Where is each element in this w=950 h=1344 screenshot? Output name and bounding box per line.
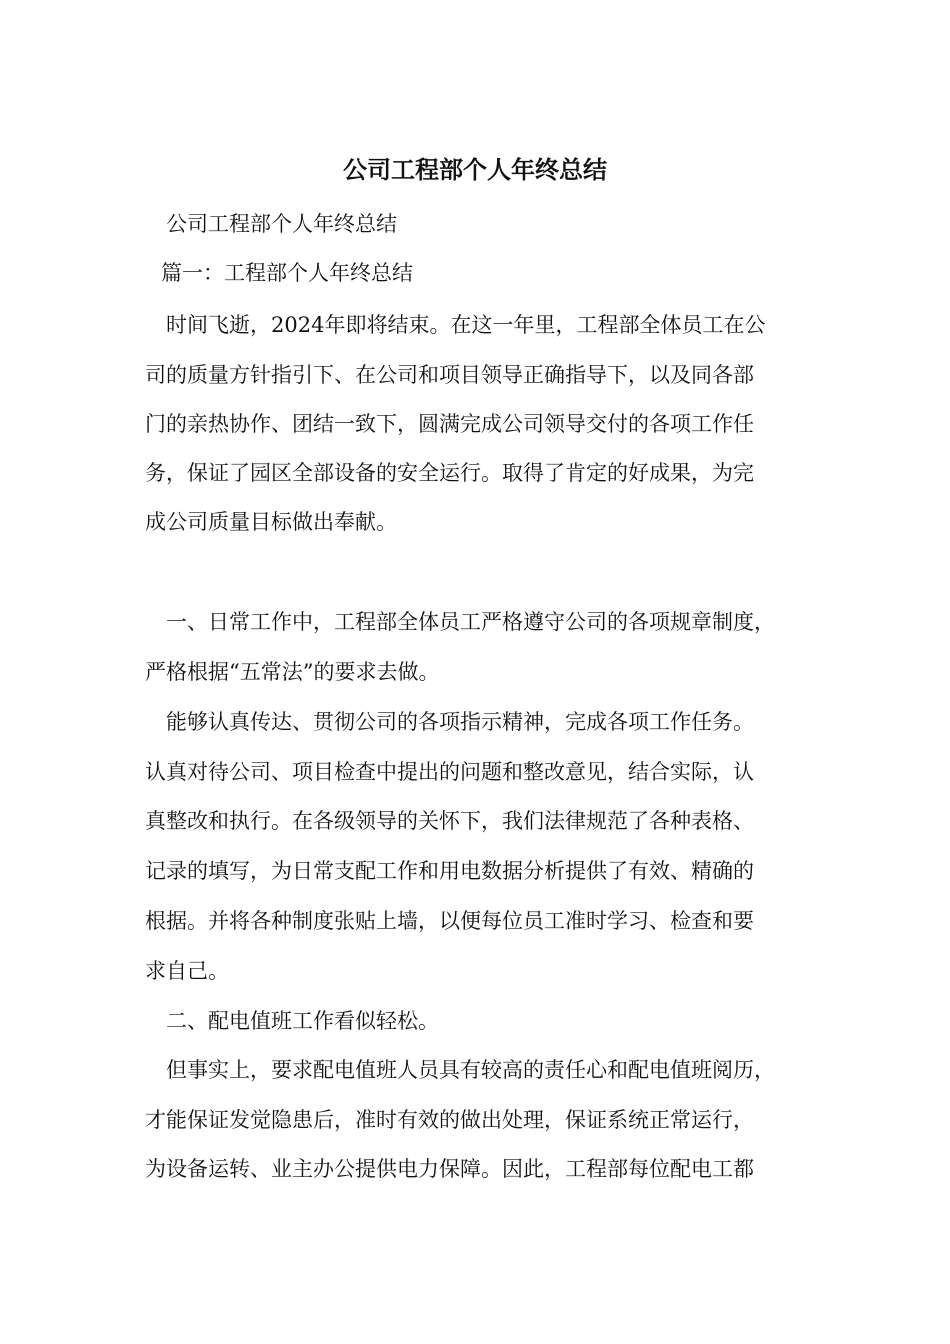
document-title: 公司工程部个人年终总结 xyxy=(343,155,607,184)
paragraph-line: 但事实上，要求配电值班人员具有较高的责任心和配电值班阅历， xyxy=(166,1058,775,1082)
paragraph-line: 为设备运转、业主办公提供电力保障。因此，工程部每位配电工都 xyxy=(145,1157,754,1181)
paragraph-line: 一、日常工作中，工程部全体员工严格遵守公司的各项规章制度， xyxy=(166,610,775,634)
paragraph-line: 根据。并将各种制度张贴上墙，以便每位员工准时学习、检查和要 xyxy=(145,909,754,933)
paragraph-line: 成公司质量目标做出奉献。 xyxy=(145,510,397,534)
paragraph-line: 能够认真传达、贯彻公司的各项指示精神，完成各项工作任务。 xyxy=(166,710,754,734)
paragraph-line: 严格根据“五常法”的要求去做。 xyxy=(145,660,440,684)
paragraph-line: 司的质量方针指引下、在公司和项目领导正确指导下，以及同各部 xyxy=(145,363,754,387)
paragraph-line: 求自己。 xyxy=(145,959,229,983)
paragraph-line: 时间飞逝，2024年即将结束。在这一年里，工程部全体员工在公 xyxy=(166,313,766,337)
paragraph-line: 二、配电值班工作看似轻松。 xyxy=(166,1009,439,1033)
document-subtitle: 公司工程部个人年终总结 xyxy=(166,212,397,236)
paragraph-line: 才能保证发觉隐患后，准时有效的做出处理，保证系统正常运行， xyxy=(145,1108,754,1132)
paragraph-line: 真整改和执行。在各级领导的关怀下，我们法律规范了各种表格、 xyxy=(145,809,754,833)
paragraph-line: 记录的填写，为日常支配工作和用电数据分析提供了有效、精确的 xyxy=(145,859,754,883)
paragraph-line: 门的亲热协作、团结一致下，圆满完成公司领导交付的各项工作任 xyxy=(145,412,754,436)
paragraph-line: 认真对待公司、项目检查中提出的问题和整改意见，结合实际，认 xyxy=(145,760,754,784)
section-label: 篇一：工程部个人年终总结 xyxy=(161,261,413,285)
paragraph-line: 务，保证了园区全部设备的安全运行。取得了肯定的好成果，为完 xyxy=(145,461,754,485)
